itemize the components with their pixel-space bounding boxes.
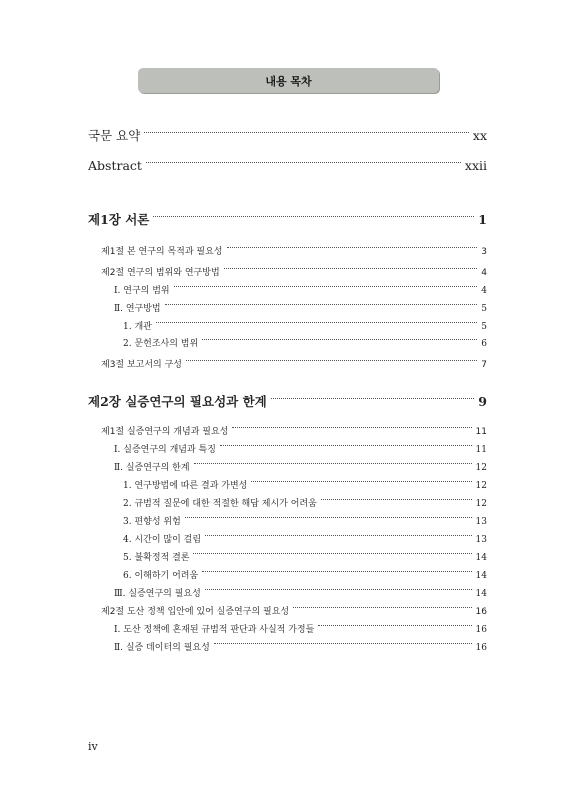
leader-dots <box>220 445 472 446</box>
toc-title: 내용 목차 <box>265 74 312 88</box>
toc-entry-page: 11 <box>475 445 487 455</box>
toc-entry[interactable] <box>88 158 487 173</box>
toc-entry-label: 6. 이해하기 어려움 <box>123 571 199 581</box>
toc-entry-page: 14 <box>475 553 487 563</box>
toc-entry-page: 12 <box>475 499 487 509</box>
toc-subsection[interactable] <box>114 640 487 653</box>
leader-dots <box>202 339 477 340</box>
toc-title-bar <box>138 68 439 93</box>
toc-entry-page: 12 <box>475 463 487 473</box>
leader-dots <box>146 162 461 163</box>
toc-entry-label: 4. 시간이 많이 걸림 <box>123 535 202 545</box>
leader-dots <box>232 427 471 428</box>
toc-subsection[interactable] <box>114 586 487 599</box>
leader-dots <box>321 499 472 500</box>
leader-dots <box>224 268 478 269</box>
toc-entry-page: 16 <box>475 625 487 635</box>
leader-dots <box>293 607 471 608</box>
toc-entry-label: Abstract <box>88 158 142 173</box>
toc-entry-label: 3. 편향성 위험 <box>123 517 181 527</box>
leader-dots <box>165 304 478 305</box>
toc-section[interactable] <box>101 357 487 370</box>
toc-subsection[interactable] <box>114 301 487 314</box>
toc-entry-page: 4 <box>481 286 487 296</box>
toc-entry-page: xxii <box>464 158 487 173</box>
toc-entry-page: 14 <box>475 589 487 599</box>
toc-subsection[interactable] <box>114 442 487 455</box>
toc-section[interactable] <box>101 244 487 257</box>
toc-entry-page: 9 <box>478 394 487 409</box>
toc-chapter[interactable] <box>88 392 487 410</box>
leader-dots <box>214 643 472 644</box>
toc-entry-label: Ⅰ. 실증연구의 개념과 특징 <box>114 445 216 455</box>
toc-entry-label: 2. 문헌조사의 범위 <box>123 339 199 349</box>
toc-entry-label: 1. 개관 <box>123 322 152 332</box>
toc-entry-label: 국문 요약 <box>88 128 141 143</box>
toc-entry-page: xx <box>472 128 487 143</box>
toc-subsection[interactable] <box>114 460 487 473</box>
leader-dots <box>205 535 472 536</box>
toc-entry-label: 제1절 본 연구의 목적과 필요성 <box>101 247 223 257</box>
toc-entry-label: 2. 규범적 질문에 대한 적절한 해답 제시가 어려움 <box>123 499 317 509</box>
toc-entry[interactable] <box>88 126 487 144</box>
toc-item[interactable] <box>123 514 487 527</box>
toc-section[interactable] <box>101 265 487 278</box>
toc-entry-label: 제2장 실증연구의 필요성과 한계 <box>88 394 267 409</box>
toc-entry-label: 5. 불확정적 결론 <box>123 553 190 563</box>
toc-item[interactable] <box>123 550 487 563</box>
toc-entry-label: Ⅲ. 실증연구의 필요성 <box>114 589 201 599</box>
toc-entry-label: 제1장 서론 <box>88 212 150 227</box>
leader-dots <box>271 398 475 399</box>
toc-item[interactable] <box>123 336 487 349</box>
toc-section[interactable] <box>101 604 487 617</box>
toc-entry-page: 3 <box>481 247 487 257</box>
toc-entry-label: 1. 연구방법에 따른 결과 가변성 <box>123 481 248 491</box>
toc-entry-page: 6 <box>481 339 487 349</box>
toc-entry-label: Ⅱ. 실증 데이터의 필요성 <box>114 643 210 653</box>
toc-entry-label: Ⅰ. 도산 정책에 혼재된 규범적 판단과 사실적 가정들 <box>114 625 315 635</box>
leader-dots <box>174 286 478 287</box>
leader-dots <box>186 360 477 361</box>
leader-dots <box>205 589 472 590</box>
toc-item[interactable] <box>123 568 487 581</box>
toc-section[interactable] <box>101 424 487 437</box>
toc-item[interactable] <box>123 496 487 509</box>
leader-dots <box>193 553 471 554</box>
leader-dots <box>202 571 471 572</box>
toc-subsection[interactable] <box>114 622 487 635</box>
leader-dots <box>227 247 478 248</box>
leader-dots <box>318 625 471 626</box>
toc-item[interactable] <box>123 478 487 491</box>
toc-entry-label: 제3절 보고서의 구성 <box>101 360 183 370</box>
toc-entry-page: 11 <box>475 427 487 437</box>
toc-entry-label: 제2절 도산 정책 입안에 있어 실증연구의 필요성 <box>101 607 290 617</box>
toc-entry-page: 13 <box>475 535 487 545</box>
leader-dots <box>251 481 471 482</box>
leader-dots <box>153 216 474 217</box>
toc-entry-page: 13 <box>475 517 487 527</box>
leader-dots <box>156 322 477 323</box>
toc-item[interactable] <box>123 532 487 545</box>
toc-subsection[interactable] <box>114 283 487 296</box>
toc-entry-label: Ⅱ. 실증연구의 한계 <box>114 463 190 473</box>
toc-entry-label: Ⅰ. 연구의 범위 <box>114 286 170 296</box>
toc-entry-page: 1 <box>478 212 487 227</box>
toc-entry-page: 14 <box>475 571 487 581</box>
leader-dots <box>194 463 472 464</box>
toc-entry-page: 12 <box>475 481 487 491</box>
toc-entry-page: 5 <box>481 322 487 332</box>
toc-entry-label: 제2절 연구의 범위와 연구방법 <box>101 268 220 278</box>
leader-dots <box>144 132 469 133</box>
toc-entry-page: 7 <box>481 360 487 370</box>
toc-entry-page: 5 <box>481 304 487 314</box>
leader-dots <box>185 517 472 518</box>
toc-entry-page: 16 <box>475 643 487 653</box>
toc-entry-label: Ⅱ. 연구방법 <box>114 304 161 314</box>
toc-entry-label: 제1절 실증연구의 개념과 필요성 <box>101 427 229 437</box>
toc-entry-page: 4 <box>481 268 487 278</box>
toc-entry-page: 16 <box>475 607 487 617</box>
toc-chapter[interactable] <box>88 210 487 228</box>
page-number: iv <box>88 740 98 753</box>
toc-item[interactable] <box>123 319 487 332</box>
